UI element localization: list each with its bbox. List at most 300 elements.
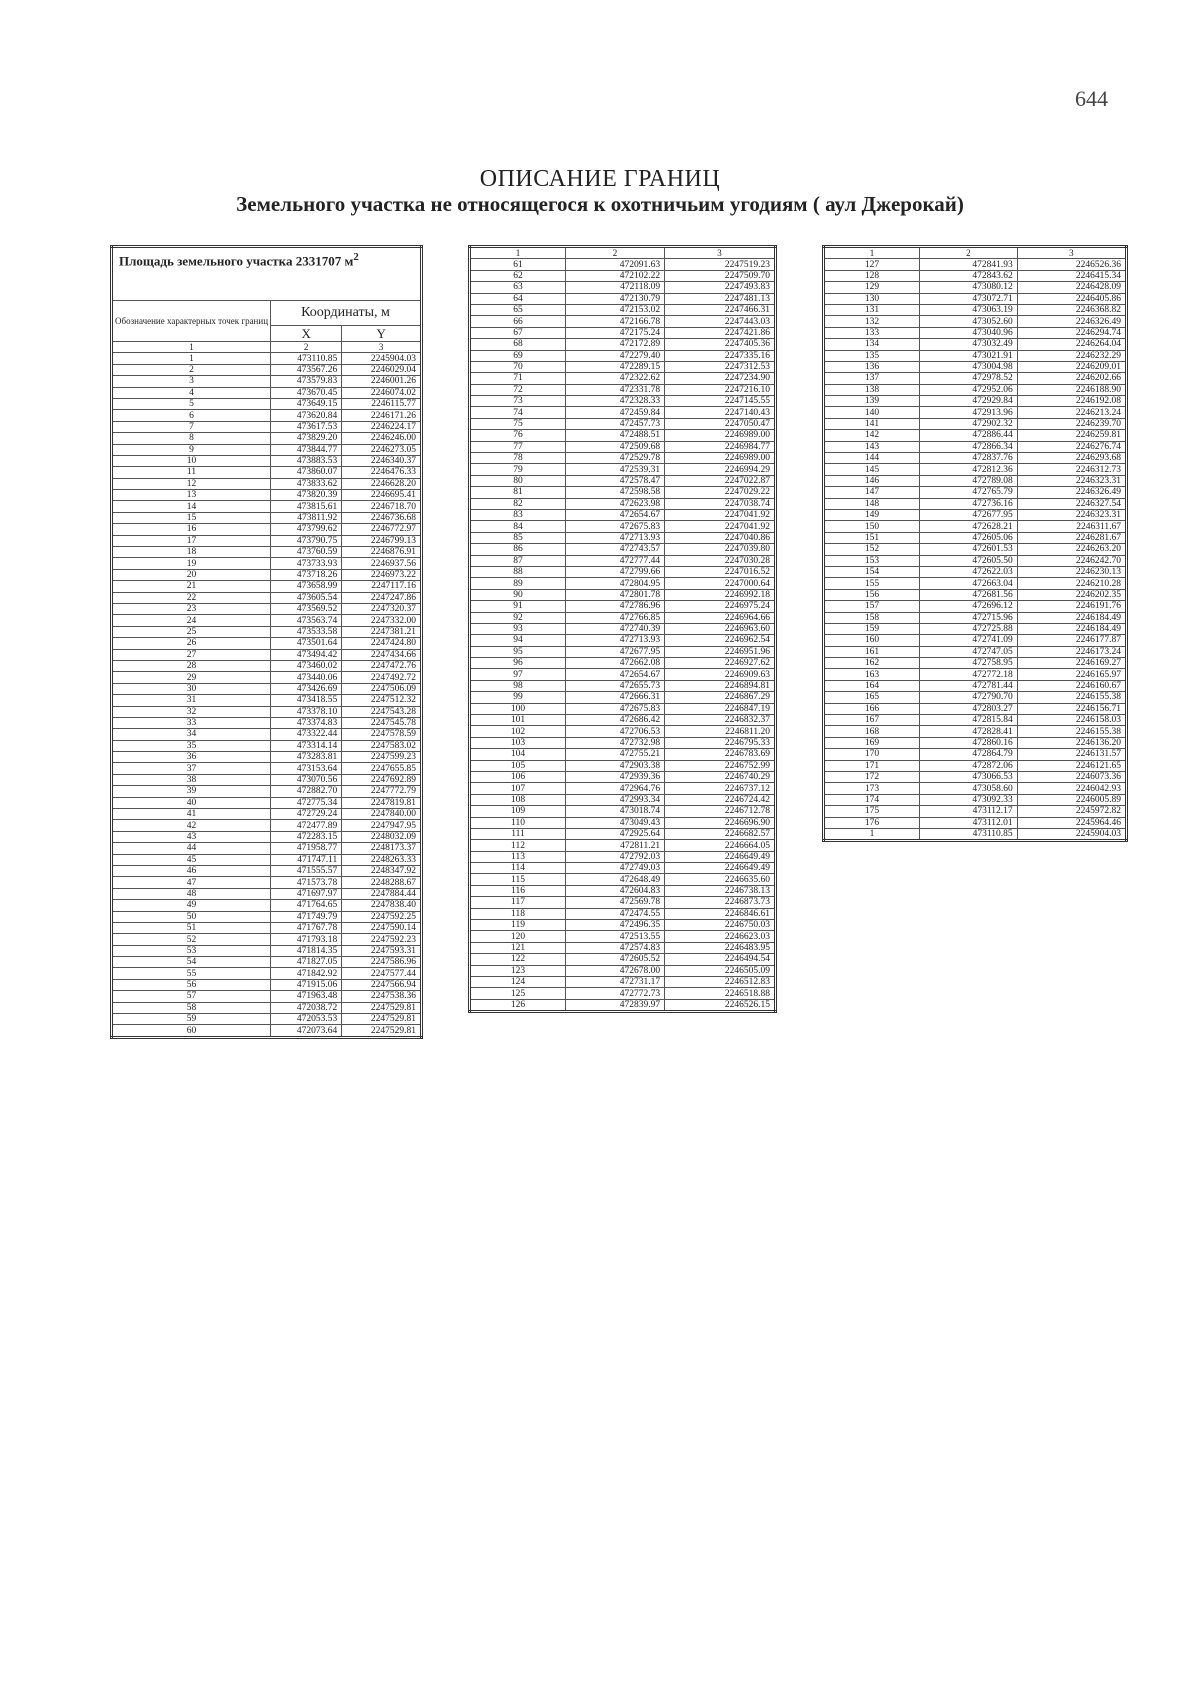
point-number-cell: 105 [470,760,566,771]
x-coordinate-cell: 473112.01 [920,817,1018,828]
table-row [470,282,776,293]
x-coordinate-cell: 471963.48 [271,991,342,1002]
table-row [824,680,1127,691]
y-coordinate-cell: 2247016.52 [665,566,776,577]
table-row [824,601,1127,612]
x-coordinate-cell: 472777.44 [566,555,665,566]
table-row [470,840,776,851]
point-number-cell: 19 [112,558,271,569]
point-number-cell: 84 [470,521,566,532]
table-row [824,806,1127,817]
column-number-row [112,342,422,353]
x-coordinate-cell: 472713.93 [566,635,665,646]
y-coordinate-cell: 2248032.09 [342,831,422,842]
point-number-cell: 151 [824,532,920,543]
table-row [112,843,422,854]
point-number-cell: 98 [470,680,566,691]
column-number: 3 [342,342,422,353]
y-coordinate-cell: 2247234.90 [665,373,776,384]
y-coordinate-cell: 2246202.66 [1017,373,1126,384]
area-cell [112,247,422,301]
table-row [824,407,1127,418]
x-coordinate-cell: 472681.56 [920,589,1018,600]
y-coordinate-cell: 2247529.81 [342,1025,422,1037]
point-number-cell: 146 [824,475,920,486]
y-coordinate-cell: 2247424.80 [342,638,422,649]
x-coordinate-cell: 473567.26 [271,364,342,375]
x-coordinate-cell: 472457.73 [566,418,665,429]
y-coordinate-cell: 2246962.54 [665,635,776,646]
table-row [112,547,422,558]
y-coordinate-cell: 2246326.49 [1017,487,1126,498]
y-coordinate-cell: 2247022.87 [665,475,776,486]
y-coordinate-cell: 2248173.37 [342,843,422,854]
y-coordinate-cell: 2246184.49 [1017,623,1126,634]
x-coordinate-cell: 473815.61 [271,501,342,512]
point-number-cell: 58 [112,1002,271,1013]
point-number-cell: 65 [470,304,566,315]
x-coordinate-cell: 471749.79 [271,911,342,922]
y-coordinate-cell: 2247577.44 [342,968,422,979]
point-number-cell: 43 [112,831,271,842]
x-coordinate-cell: 473052.60 [920,316,1018,327]
table-row [824,760,1127,771]
x-coordinate-cell: 472772.73 [566,988,665,999]
x-coordinate-cell: 471814.35 [271,945,342,956]
point-number-cell: 10 [112,455,271,466]
x-coordinate-cell: 473004.98 [920,361,1018,372]
x-coordinate-cell: 472091.63 [566,259,665,270]
table-row [112,444,422,455]
point-number-cell: 157 [824,601,920,612]
y-coordinate-cell: 2247578.59 [342,729,422,740]
x-coordinate-cell: 472866.34 [920,441,1018,452]
y-coordinate-cell: 2246476.33 [342,467,422,478]
point-number-cell: 7 [112,421,271,432]
point-number-cell: 37 [112,763,271,774]
y-coordinate-cell: 2248263.33 [342,854,422,865]
table-row [824,361,1127,372]
point-number-cell: 144 [824,453,920,464]
x-coordinate-cell: 473533.58 [271,626,342,637]
x-coordinate-cell: 472509.68 [566,441,665,452]
x-coordinate-cell: 472729.24 [271,809,342,820]
x-coordinate-cell: 473833.62 [271,478,342,489]
y-coordinate-cell: 2246246.00 [342,433,422,444]
point-number-cell: 57 [112,991,271,1002]
y-coordinate-cell: 2246984.77 [665,441,776,452]
point-number-cell: 1 [824,828,920,840]
x-coordinate-cell: 472902.32 [920,418,1018,429]
x-coordinate-cell: 472605.50 [920,555,1018,566]
table-row [112,763,422,774]
y-coordinate-cell: 2246664.05 [665,840,776,851]
y-coordinate-cell: 2246230.13 [1017,566,1126,577]
y-coordinate-cell: 2247041.92 [665,521,776,532]
x-coordinate-cell: 472654.67 [566,669,665,680]
x-coordinate-cell: 473649.15 [271,398,342,409]
y-coordinate-cell: 2246173.24 [1017,646,1126,657]
y-coordinate-cell: 2246042.93 [1017,783,1126,794]
table-row [112,433,422,444]
y-coordinate-cell: 2246232.29 [1017,350,1126,361]
point-number-cell: 6 [112,410,271,421]
y-coordinate-cell: 2246165.97 [1017,669,1126,680]
table-row [470,441,776,452]
y-coordinate-cell: 2247335.16 [665,350,776,361]
x-coordinate-cell: 472812.36 [920,464,1018,475]
y-coordinate-cell: 2246191.76 [1017,601,1126,612]
x-coordinate-cell: 472677.95 [920,509,1018,520]
point-number-cell: 55 [112,968,271,979]
y-coordinate-cell: 2246695.41 [342,490,422,501]
point-number-cell: 17 [112,535,271,546]
table-row [824,532,1127,543]
x-coordinate-cell: 472578.47 [566,475,665,486]
x-coordinate-cell: 472725.88 [920,623,1018,634]
x-coordinate-cell: 473322.44 [271,729,342,740]
table-row [824,304,1127,315]
y-coordinate-cell: 2246737.12 [665,783,776,794]
point-number-cell: 170 [824,749,920,760]
x-coordinate-cell: 472663.04 [920,578,1018,589]
table-row [470,453,776,464]
table-row [470,692,776,703]
table-row [112,991,422,1002]
x-coordinate-cell: 471915.06 [271,979,342,990]
table-row [824,646,1127,657]
y-coordinate-cell: 2246973.22 [342,569,422,580]
x-coordinate-cell: 472166.78 [566,316,665,327]
point-number-cell: 5 [112,398,271,409]
point-number-cell: 172 [824,771,920,782]
table-row [112,706,422,717]
table-row [470,339,776,350]
point-number-cell: 78 [470,453,566,464]
point-number-cell: 44 [112,843,271,854]
y-coordinate-cell: 2246649.49 [665,851,776,862]
y-coordinate-cell: 2246281.67 [1017,532,1126,543]
point-number-cell: 49 [112,900,271,911]
point-number-cell: 15 [112,512,271,523]
table-row [470,396,776,407]
table-row [470,589,776,600]
x-coordinate-cell: 472837.76 [920,453,1018,464]
point-number-cell: 124 [470,977,566,988]
point-number-cell: 130 [824,293,920,304]
table-row [824,350,1127,361]
table-row [112,558,422,569]
y-coordinate-cell: 2246131.57 [1017,749,1126,760]
table-row [112,695,422,706]
x-coordinate-cell: 472153.02 [566,304,665,315]
y-coordinate-cell: 2246494.54 [665,954,776,965]
point-number-cell: 164 [824,680,920,691]
y-coordinate-cell: 2246171.26 [342,410,422,421]
y-coordinate-cell: 2246894.81 [665,680,776,691]
y-coordinate-cell: 2247529.81 [342,1014,422,1025]
x-coordinate-cell: 472913.96 [920,407,1018,418]
x-coordinate-cell: 473426.69 [271,683,342,694]
table-row [112,945,422,956]
x-coordinate-cell: 472789.08 [920,475,1018,486]
x-coordinate-cell: 473110.85 [920,828,1018,840]
y-coordinate-cell: 2247506.09 [342,683,422,694]
table-row [470,942,776,953]
table-row [112,774,422,785]
table-row [112,831,422,842]
point-number-cell: 28 [112,660,271,671]
point-number-cell: 166 [824,703,920,714]
table-row [112,729,422,740]
point-number-cell: 129 [824,282,920,293]
table-row [470,737,776,748]
y-coordinate-cell: 2246415.34 [1017,270,1126,281]
x-coordinate-cell: 472758.95 [920,658,1018,669]
table-row [824,270,1127,281]
x-coordinate-cell: 473501.64 [271,638,342,649]
table-row [824,453,1127,464]
y-coordinate-cell: 2247247.86 [342,592,422,603]
table-row [824,544,1127,555]
x-coordinate-cell: 473021.91 [920,350,1018,361]
table-row [470,874,776,885]
y-coordinate-cell: 2246155.38 [1017,692,1126,703]
point-number-cell: 61 [470,259,566,270]
coordinates-table-1-body [112,247,422,1038]
table-row [112,501,422,512]
x-coordinate-cell: 472675.83 [566,703,665,714]
table-row [470,487,776,498]
x-coordinate-cell: 471747.11 [271,854,342,865]
x-coordinate-cell: 472696.12 [920,601,1018,612]
table-row [824,737,1127,748]
table-row [470,658,776,669]
y-coordinate-cell: 2245904.03 [1017,828,1126,840]
table-row [112,376,422,387]
x-coordinate-cell: 472929.84 [920,396,1018,407]
x-coordinate-cell: 472731.17 [566,977,665,988]
x-coordinate-cell: 471573.78 [271,877,342,888]
x-coordinate-cell: 472605.52 [566,954,665,965]
y-coordinate-cell: 2246428.09 [1017,282,1126,293]
table-row [824,521,1127,532]
point-number-cell: 112 [470,840,566,851]
table-row [112,353,422,364]
table-row [470,566,776,577]
point-number-cell: 175 [824,806,920,817]
point-number-cell: 155 [824,578,920,589]
table-row [824,715,1127,726]
point-number-cell: 163 [824,669,920,680]
y-coordinate-cell: 2246001.26 [342,376,422,387]
y-coordinate-cell: 2246160.67 [1017,680,1126,691]
table-row [824,396,1127,407]
y-coordinate-cell: 2246682.57 [665,828,776,839]
page-number: 644 [1075,86,1108,111]
y-coordinate-cell: 2246264.04 [1017,339,1126,350]
y-coordinate-cell: 2246210.28 [1017,578,1126,589]
y-coordinate-cell: 2247443.03 [665,316,776,327]
x-coordinate-cell: 472952.06 [920,384,1018,395]
x-coordinate-cell: 473440.06 [271,672,342,683]
point-number-cell: 174 [824,794,920,805]
point-number-cell: 76 [470,430,566,441]
x-header: X [271,326,342,342]
table-row [470,703,776,714]
y-coordinate-cell: 2247566.94 [342,979,422,990]
table-row [112,490,422,501]
y-header: Y [342,326,422,342]
point-number-cell: 94 [470,635,566,646]
point-number-cell: 109 [470,806,566,817]
y-coordinate-cell: 2246188.90 [1017,384,1126,395]
y-coordinate-cell: 2246184.49 [1017,612,1126,623]
point-number-cell: 110 [470,817,566,828]
table-row [112,1002,422,1013]
table-row [470,464,776,475]
x-coordinate-cell: 472574.83 [566,942,665,953]
point-number-cell: 138 [824,384,920,395]
table-row [824,384,1127,395]
x-coordinate-cell: 473733.93 [271,558,342,569]
x-coordinate-cell: 473072.71 [920,293,1018,304]
table-row [112,911,422,922]
x-coordinate-cell: 472803.27 [920,703,1018,714]
point-number-cell: 23 [112,603,271,614]
x-coordinate-cell: 472706.53 [566,726,665,737]
x-coordinate-cell: 473760.59 [271,547,342,558]
point-number-cell: 102 [470,726,566,737]
point-number-cell: 4 [112,387,271,398]
point-number-cell: 134 [824,339,920,350]
y-coordinate-cell: 2248288.67 [342,877,422,888]
y-coordinate-cell: 2246323.31 [1017,475,1126,486]
table-row [470,498,776,509]
table-row [112,478,422,489]
y-coordinate-cell: 2246635.60 [665,874,776,885]
point-number-cell: 20 [112,569,271,580]
x-coordinate-cell: 472601.53 [920,544,1018,555]
table-row [824,783,1127,794]
table-row [470,430,776,441]
y-coordinate-cell: 2247593.31 [342,945,422,956]
point-number-cell: 86 [470,544,566,555]
table-row [824,612,1127,623]
y-coordinate-cell: 2247538.36 [342,991,422,1002]
point-number-cell: 97 [470,669,566,680]
y-coordinate-cell: 2247040.86 [665,532,776,543]
x-coordinate-cell: 472678.00 [566,965,665,976]
x-coordinate-cell: 472598.58 [566,487,665,498]
x-coordinate-cell: 471697.97 [271,888,342,899]
x-coordinate-cell: 472765.79 [920,487,1018,498]
y-coordinate-cell: 2246136.20 [1017,737,1126,748]
point-number-cell: 116 [470,885,566,896]
table-row [470,897,776,908]
point-number-cell: 126 [470,999,566,1011]
table-row [470,715,776,726]
x-coordinate-cell: 472882.70 [271,786,342,797]
point-number-cell: 106 [470,771,566,782]
x-coordinate-cell: 473718.26 [271,569,342,580]
point-number-cell: 77 [470,441,566,452]
y-coordinate-cell: 2247029.22 [665,487,776,498]
table-row [470,885,776,896]
table-row [112,615,422,626]
point-number-cell: 25 [112,626,271,637]
x-coordinate-cell: 472925.64 [566,828,665,839]
y-coordinate-cell: 2246832.37 [665,715,776,726]
y-coordinate-cell: 2246649.49 [665,863,776,874]
y-coordinate-cell: 2247655.85 [342,763,422,774]
x-coordinate-cell: 472740.39 [566,623,665,634]
y-coordinate-cell: 2246294.74 [1017,327,1126,338]
x-coordinate-cell: 472755.21 [566,749,665,760]
table-row [112,467,422,478]
y-coordinate-cell: 2247592.23 [342,934,422,945]
table-row [824,259,1127,270]
y-coordinate-cell: 2246909.63 [665,669,776,680]
table-row [112,740,422,751]
y-coordinate-cell: 2246177.87 [1017,635,1126,646]
x-coordinate-cell: 471842.92 [271,968,342,979]
x-coordinate-cell: 472828.41 [920,726,1018,737]
table-row [470,521,776,532]
table-row [470,532,776,543]
y-coordinate-cell: 2246259.81 [1017,430,1126,441]
table-row [470,361,776,372]
point-number-cell: 117 [470,897,566,908]
point-number-cell: 127 [824,259,920,270]
y-coordinate-cell: 2247381.21 [342,626,422,637]
y-coordinate-cell: 2246992.18 [665,589,776,600]
coordinates-table-2-body [470,247,776,1012]
y-coordinate-cell: 2247512.32 [342,695,422,706]
point-number-cell: 60 [112,1025,271,1037]
table-row [824,566,1127,577]
table-row [824,635,1127,646]
table-row [470,828,776,839]
point-number-cell: 107 [470,783,566,794]
y-coordinate-cell: 2247216.10 [665,384,776,395]
table-row [470,544,776,555]
point-number-cell: 160 [824,635,920,646]
point-number-cell: 108 [470,794,566,805]
table-row [112,364,422,375]
y-coordinate-cell: 2246224.17 [342,421,422,432]
table-row [470,726,776,737]
x-coordinate-cell: 472477.89 [271,820,342,831]
column-number: 1 [112,342,271,353]
table-row [112,581,422,592]
y-coordinate-cell: 2247493.83 [665,282,776,293]
area-unit-sup: 2 [353,251,359,263]
y-coordinate-cell: 2246740.29 [665,771,776,782]
y-coordinate-cell: 2246158.03 [1017,715,1126,726]
y-coordinate-cell: 2247000.64 [665,578,776,589]
x-coordinate-cell: 473569.52 [271,603,342,614]
point-number-cell: 148 [824,498,920,509]
x-coordinate-cell: 472648.49 [566,874,665,885]
y-coordinate-cell: 2247947.95 [342,820,422,831]
y-coordinate-cell: 2247140.43 [665,407,776,418]
coordinates-table-3 [822,245,1128,842]
table-row [470,475,776,486]
point-number-cell: 12 [112,478,271,489]
y-coordinate-cell: 2246155.38 [1017,726,1126,737]
table-row [112,865,422,876]
